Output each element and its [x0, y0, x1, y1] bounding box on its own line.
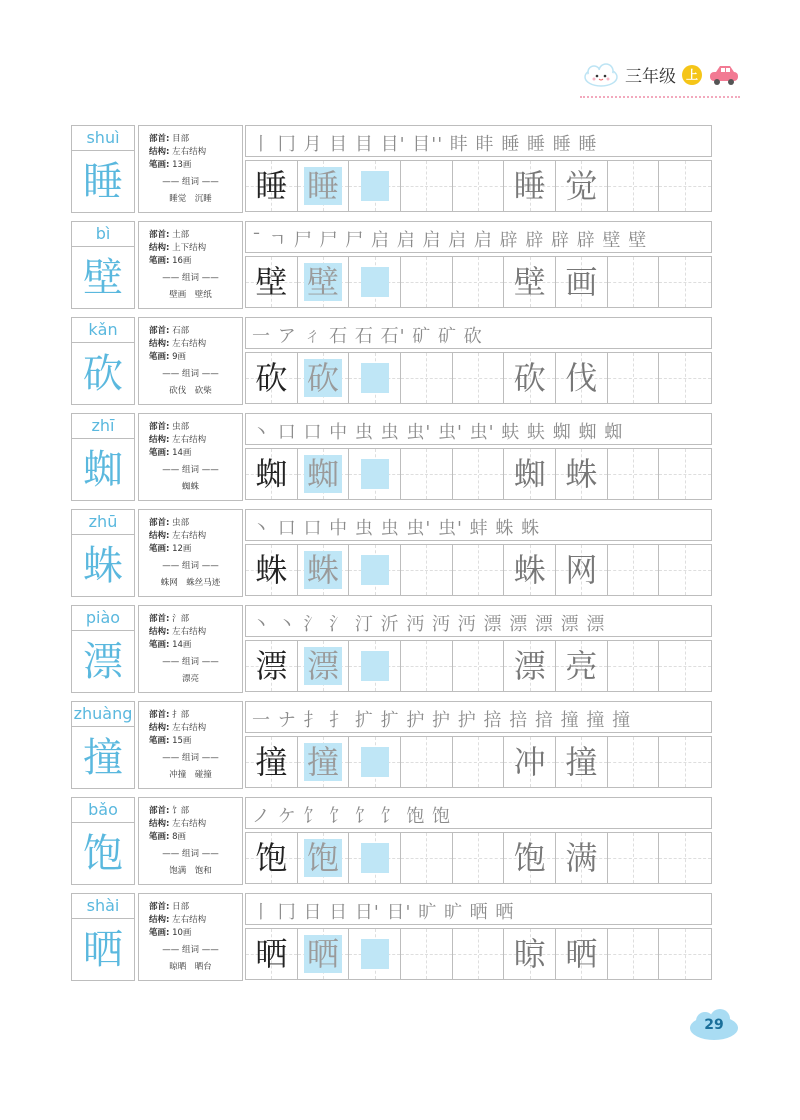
- practice-char: 砍: [255, 359, 288, 397]
- practice-char: [453, 353, 504, 403]
- char-info: [138, 317, 243, 405]
- practice-char: 壁: [255, 263, 288, 301]
- practice-cell[interactable]: [453, 929, 505, 979]
- practice-grid: [245, 640, 712, 692]
- practice-cell[interactable]: [659, 161, 711, 211]
- practice-cell[interactable]: [659, 737, 711, 787]
- word-group-words: 蛛网 蛛丝马迹: [160, 578, 221, 588]
- practice-cell[interactable]: [608, 449, 660, 499]
- word-group-label: —— 组词 ——: [162, 945, 219, 955]
- practice-char: [401, 545, 452, 595]
- practice-char: 觉: [565, 167, 598, 205]
- practice-char: 睡: [255, 167, 288, 205]
- practice-char: [608, 833, 659, 883]
- char-box: [71, 701, 135, 789]
- practice-char: [349, 833, 400, 883]
- stroke-order-row: [245, 317, 712, 349]
- practice-char: 撞: [307, 743, 340, 781]
- practice-char: 晒: [565, 935, 598, 973]
- practice-cell[interactable]: [608, 929, 660, 979]
- character-row: [71, 605, 712, 693]
- character-row: [71, 413, 712, 501]
- grade-label: 三年级: [625, 67, 676, 87]
- header-divider: [580, 96, 740, 98]
- practice-cell[interactable]: [246, 161, 298, 211]
- structure-line: 结构: 左右结构: [149, 531, 207, 541]
- practice-cell[interactable]: [401, 641, 453, 691]
- practice-cell[interactable]: [608, 257, 660, 307]
- practice-cell[interactable]: [556, 449, 608, 499]
- practice-char: [608, 545, 659, 595]
- practice-cell[interactable]: [349, 545, 401, 595]
- practice-grid: [245, 928, 712, 980]
- radical-line: 部首: 扌部: [149, 710, 190, 720]
- practice-char: 冲: [513, 743, 546, 781]
- structure-line: 结构: 上下结构: [149, 243, 207, 253]
- structure-line: 结构: 左右结构: [149, 915, 207, 925]
- practice-cell[interactable]: [246, 545, 298, 595]
- practice-cell[interactable]: [453, 641, 505, 691]
- practice-cell[interactable]: [298, 833, 350, 883]
- big-character: 撞: [83, 735, 123, 781]
- practice-cell[interactable]: [246, 737, 298, 787]
- practice-cell[interactable]: [556, 737, 608, 787]
- big-character: 蛛: [83, 543, 123, 589]
- pinyin: zhū: [72, 510, 134, 535]
- practice-cell[interactable]: [556, 353, 608, 403]
- practice-char: [401, 737, 452, 787]
- char-box: [71, 605, 135, 693]
- structure-line: 结构: 左右结构: [149, 339, 207, 349]
- char-box: [71, 221, 135, 309]
- practice-cell[interactable]: [659, 833, 711, 883]
- practice-cell[interactable]: [608, 161, 660, 211]
- stroke-order: 丶 丶 氵 氵 汀 沂 沔 沔 沔 漂 漂 漂 漂 漂: [252, 614, 606, 635]
- word-group-label: —— 组词 ——: [162, 465, 219, 475]
- practice-char: 睡: [513, 167, 546, 205]
- stroke-count-line: 笔画: 8画: [149, 832, 187, 842]
- practice-char: 蜘: [513, 455, 546, 493]
- word-group-label: —— 组词 ——: [162, 177, 219, 187]
- radical-line: 部首: 日部: [149, 902, 190, 912]
- practice-grid: [245, 448, 712, 500]
- char-box: [71, 797, 135, 885]
- stroke-order: 丶 口 口 中 虫 虫 虫' 虫' 虫' 蚨 蚨 蜘 蜘 蜘: [252, 422, 624, 443]
- pinyin: shuì: [72, 126, 134, 151]
- stroke-count-line: 笔画: 14画: [149, 448, 192, 458]
- practice-char: [659, 929, 711, 979]
- practice-cell[interactable]: [401, 161, 453, 211]
- char-info: [138, 797, 243, 885]
- stroke-order: 丶 口 口 中 虫 虫 虫' 虫' 蚌 蛛 蛛: [252, 518, 541, 539]
- practice-cell[interactable]: [298, 257, 350, 307]
- practice-char: 饱: [513, 839, 546, 877]
- practice-char: 网: [565, 551, 598, 589]
- practice-char: 撞: [565, 743, 598, 781]
- practice-char: [453, 161, 504, 211]
- practice-cell[interactable]: [504, 449, 556, 499]
- practice-char: [349, 161, 400, 211]
- practice-char: [401, 257, 452, 307]
- practice-cell[interactable]: [401, 737, 453, 787]
- practice-cell[interactable]: [453, 353, 505, 403]
- word-group-label: —— 组词 ——: [162, 561, 219, 571]
- char-info: [138, 221, 243, 309]
- practice-char: [608, 929, 659, 979]
- practice-cell[interactable]: [298, 353, 350, 403]
- radical-line: 部首: 石部: [149, 326, 190, 336]
- character-row: [71, 509, 712, 597]
- practice-cell[interactable]: [504, 257, 556, 307]
- practice-cell[interactable]: [246, 353, 298, 403]
- practice-char: [401, 161, 452, 211]
- word-group-words: 壁画 壁纸: [169, 290, 212, 300]
- practice-char: [349, 449, 400, 499]
- char-info: [138, 509, 243, 597]
- char-info: [138, 605, 243, 693]
- practice-char: 蛛: [565, 455, 598, 493]
- practice-char: [659, 833, 711, 883]
- practice-cell[interactable]: [453, 161, 505, 211]
- practice-cell[interactable]: [298, 161, 350, 211]
- practice-char: [608, 641, 659, 691]
- stroke-order-row: [245, 893, 712, 925]
- practice-cell[interactable]: [608, 545, 660, 595]
- practice-char: 蜘: [307, 455, 340, 493]
- big-character: 蜘: [83, 447, 123, 493]
- radical-line: 部首: 氵部: [149, 614, 190, 624]
- big-character: 饱: [83, 831, 123, 877]
- practice-cell[interactable]: [349, 161, 401, 211]
- practice-char: [453, 641, 504, 691]
- practice-char: [453, 737, 504, 787]
- practice-cell[interactable]: [504, 833, 556, 883]
- stroke-order: 丨 冂 日 日 日' 日' 旷 旷 晒 晒: [252, 902, 515, 923]
- practice-cell[interactable]: [246, 641, 298, 691]
- stroke-count-line: 笔画: 15画: [149, 736, 192, 746]
- big-character: 睡: [83, 159, 123, 205]
- practice-char: [608, 161, 659, 211]
- practice-cell[interactable]: [659, 929, 711, 979]
- practice-char: [608, 449, 659, 499]
- pinyin: shài: [72, 894, 134, 919]
- practice-cell[interactable]: [608, 833, 660, 883]
- practice-char: [659, 257, 711, 307]
- practice-char: 晾: [513, 935, 546, 973]
- char-box: [71, 317, 135, 405]
- practice-cell[interactable]: [453, 833, 505, 883]
- practice-char: [659, 545, 711, 595]
- char-box: [71, 413, 135, 501]
- practice-char: 壁: [307, 263, 340, 301]
- practice-grid: [245, 544, 712, 596]
- practice-cell[interactable]: [556, 545, 608, 595]
- semester-badge: 上: [682, 65, 702, 85]
- practice-cell[interactable]: [659, 545, 711, 595]
- practice-char: [453, 257, 504, 307]
- practice-char: 伐: [565, 359, 598, 397]
- radical-line: 部首: 虫部: [149, 518, 190, 528]
- stroke-order-row: [245, 797, 712, 829]
- pinyin: bǎo: [72, 798, 134, 823]
- practice-char: 晒: [255, 935, 288, 973]
- practice-cell[interactable]: [504, 161, 556, 211]
- practice-char: 蛛: [307, 551, 340, 589]
- practice-cell[interactable]: [659, 353, 711, 403]
- practice-char: [401, 929, 452, 979]
- practice-cell[interactable]: [298, 641, 350, 691]
- stroke-order-row: [245, 701, 712, 733]
- word-group-words: 睡觉 沉睡: [169, 194, 212, 204]
- big-character: 晒: [83, 927, 123, 973]
- pinyin: zhuàng: [72, 702, 134, 727]
- practice-char: [401, 353, 452, 403]
- practice-cell[interactable]: [246, 833, 298, 883]
- practice-cell[interactable]: [453, 737, 505, 787]
- practice-cell[interactable]: [608, 353, 660, 403]
- word-group-words: 砍伐 砍柴: [169, 386, 212, 396]
- page-number: 29: [704, 1017, 724, 1033]
- practice-cell[interactable]: [298, 737, 350, 787]
- character-row: [71, 221, 712, 309]
- practice-char: [659, 353, 711, 403]
- word-group-label: —— 组词 ——: [162, 369, 219, 379]
- practice-char: 漂: [307, 647, 340, 685]
- practice-char: [349, 545, 400, 595]
- page-number-badge: [688, 1008, 740, 1042]
- char-info: [138, 125, 243, 213]
- stroke-count-line: 笔画: 9画: [149, 352, 187, 362]
- practice-char: 撞: [255, 743, 288, 781]
- character-row: [71, 317, 712, 405]
- practice-cell[interactable]: [556, 257, 608, 307]
- practice-char: [453, 833, 504, 883]
- pinyin: bì: [72, 222, 134, 247]
- practice-cell[interactable]: [349, 737, 401, 787]
- practice-cell[interactable]: [401, 449, 453, 499]
- word-group-label: —— 组词 ——: [162, 273, 219, 283]
- radical-line: 部首: 土部: [149, 230, 190, 240]
- word-group-words: 晾晒 晒台: [169, 962, 212, 972]
- char-box: [71, 893, 135, 981]
- cloud-face-icon: [583, 63, 619, 87]
- practice-cell[interactable]: [298, 449, 350, 499]
- practice-char: 亮: [565, 647, 598, 685]
- character-row: [71, 797, 712, 885]
- character-row: [71, 893, 712, 981]
- practice-cell[interactable]: [504, 929, 556, 979]
- stroke-count-line: 笔画: 14画: [149, 640, 192, 650]
- practice-cell[interactable]: [504, 545, 556, 595]
- practice-char: 蛛: [513, 551, 546, 589]
- practice-cell[interactable]: [401, 353, 453, 403]
- practice-cell[interactable]: [556, 833, 608, 883]
- practice-grid: [245, 736, 712, 788]
- practice-cell[interactable]: [659, 449, 711, 499]
- practice-cell[interactable]: [349, 833, 401, 883]
- practice-char: 晒: [307, 935, 340, 973]
- practice-char: 砍: [513, 359, 546, 397]
- practice-cell[interactable]: [453, 257, 505, 307]
- practice-char: 蜘: [255, 455, 288, 493]
- practice-char: 蛛: [255, 551, 288, 589]
- practice-cell[interactable]: [608, 737, 660, 787]
- practice-char: [659, 641, 711, 691]
- practice-char: 漂: [513, 647, 546, 685]
- character-row: [71, 125, 712, 213]
- word-group-label: —— 组词 ——: [162, 849, 219, 859]
- practice-char: [401, 641, 452, 691]
- practice-char: [659, 449, 711, 499]
- practice-cell[interactable]: [453, 545, 505, 595]
- pinyin: piào: [72, 606, 134, 631]
- practice-cell[interactable]: [401, 545, 453, 595]
- practice-char: 睡: [307, 167, 340, 205]
- practice-cell[interactable]: [246, 929, 298, 979]
- practice-char: [659, 161, 711, 211]
- practice-char: [659, 737, 711, 787]
- practice-cell[interactable]: [298, 545, 350, 595]
- char-box: [71, 509, 135, 597]
- practice-char: [349, 641, 400, 691]
- character-row: [71, 701, 712, 789]
- pinyin: zhī: [72, 414, 134, 439]
- stroke-order: 丨 冂 月 目 目 目' 目'' 盽 盽 睡 睡 睡 睡: [252, 134, 598, 155]
- stroke-order: ノ ケ 饣 饣 饣 饣 饱 饱: [252, 806, 452, 827]
- practice-char: [349, 257, 400, 307]
- practice-char: 饱: [307, 839, 340, 877]
- practice-char: [349, 929, 400, 979]
- practice-char: 画: [565, 263, 598, 301]
- stroke-order-row: [245, 125, 712, 157]
- practice-cell[interactable]: [349, 353, 401, 403]
- practice-cell[interactable]: [504, 353, 556, 403]
- big-character: 砍: [83, 351, 123, 397]
- practice-char: 砍: [307, 359, 340, 397]
- stroke-count-line: 笔画: 10画: [149, 928, 192, 938]
- char-info: [138, 893, 243, 981]
- practice-char: 满: [565, 839, 598, 877]
- practice-cell[interactable]: [556, 929, 608, 979]
- radical-line: 部首: 目部: [149, 134, 190, 144]
- word-group-words: 饱满 饱和: [169, 866, 212, 876]
- char-info: [138, 413, 243, 501]
- structure-line: 结构: 左右结构: [149, 819, 207, 829]
- practice-cell[interactable]: [504, 737, 556, 787]
- practice-cell[interactable]: [349, 257, 401, 307]
- structure-line: 结构: 左右结构: [149, 147, 207, 157]
- stroke-order: 一 ナ 扌 扌 扩 扩 护 护 护 掊 掊 揞 撞 撞 撞: [252, 710, 632, 731]
- stroke-order-row: [245, 221, 712, 253]
- practice-char: 壁: [513, 263, 546, 301]
- practice-cell[interactable]: [453, 449, 505, 499]
- practice-cell[interactable]: [504, 641, 556, 691]
- practice-grid: [245, 160, 712, 212]
- practice-char: [608, 257, 659, 307]
- practice-char: [608, 737, 659, 787]
- practice-cell[interactable]: [349, 641, 401, 691]
- practice-cell[interactable]: [608, 641, 660, 691]
- practice-char: [453, 545, 504, 595]
- car-icon: [708, 64, 740, 86]
- stroke-count-line: 笔画: 12画: [149, 544, 192, 554]
- page-header: [583, 62, 740, 87]
- character-practice-list: [71, 125, 712, 989]
- practice-grid: [245, 256, 712, 308]
- practice-cell[interactable]: [401, 929, 453, 979]
- practice-cell[interactable]: [246, 257, 298, 307]
- practice-cell[interactable]: [298, 929, 350, 979]
- practice-char: [401, 833, 452, 883]
- practice-grid: [245, 352, 712, 404]
- word-group-label: —— 组词 ——: [162, 753, 219, 763]
- practice-char: [349, 353, 400, 403]
- practice-char: [453, 449, 504, 499]
- practice-cell[interactable]: [659, 257, 711, 307]
- practice-cell[interactable]: [401, 833, 453, 883]
- practice-char: 饱: [255, 839, 288, 877]
- stroke-count-line: 笔画: 16画: [149, 256, 192, 266]
- word-group-label: —— 组词 ——: [162, 657, 219, 667]
- structure-line: 结构: 左右结构: [149, 435, 207, 445]
- word-group-words: 蜘蛛: [181, 482, 199, 492]
- practice-cell[interactable]: [349, 449, 401, 499]
- practice-cell[interactable]: [246, 449, 298, 499]
- radical-line: 部首: 虫部: [149, 422, 190, 432]
- practice-char: [453, 929, 504, 979]
- stroke-count-line: 笔画: 13画: [149, 160, 192, 170]
- stroke-order-row: [245, 413, 712, 445]
- practice-char: [349, 737, 400, 787]
- stroke-order-row: [245, 509, 712, 541]
- big-character: 漂: [83, 639, 123, 685]
- practice-cell[interactable]: [556, 161, 608, 211]
- stroke-order: 一 ア ㄔ 石 石 石' 矿 矿 砍: [252, 326, 483, 347]
- practice-cell[interactable]: [556, 641, 608, 691]
- practice-cell[interactable]: [659, 641, 711, 691]
- structure-line: 结构: 左右结构: [149, 723, 207, 733]
- big-character: 壁: [83, 255, 123, 301]
- practice-char: [608, 353, 659, 403]
- stroke-order: ˉ ㄱ 尸 尸 尸 启 启 启 启 启 辟 辟 辟 辟 壁 壁: [252, 230, 648, 251]
- char-info: [138, 701, 243, 789]
- practice-cell[interactable]: [401, 257, 453, 307]
- practice-grid: [245, 832, 712, 884]
- word-group-words: 漂亮: [181, 674, 199, 684]
- pinyin: kǎn: [72, 318, 134, 343]
- practice-cell[interactable]: [349, 929, 401, 979]
- word-group-words: 冲撞 碰撞: [169, 770, 212, 780]
- practice-char: [401, 449, 452, 499]
- stroke-order-row: [245, 605, 712, 637]
- radical-line: 部首: 饣部: [149, 806, 190, 816]
- practice-char: 漂: [255, 647, 288, 685]
- char-box: [71, 125, 135, 213]
- structure-line: 结构: 左右结构: [149, 627, 207, 637]
